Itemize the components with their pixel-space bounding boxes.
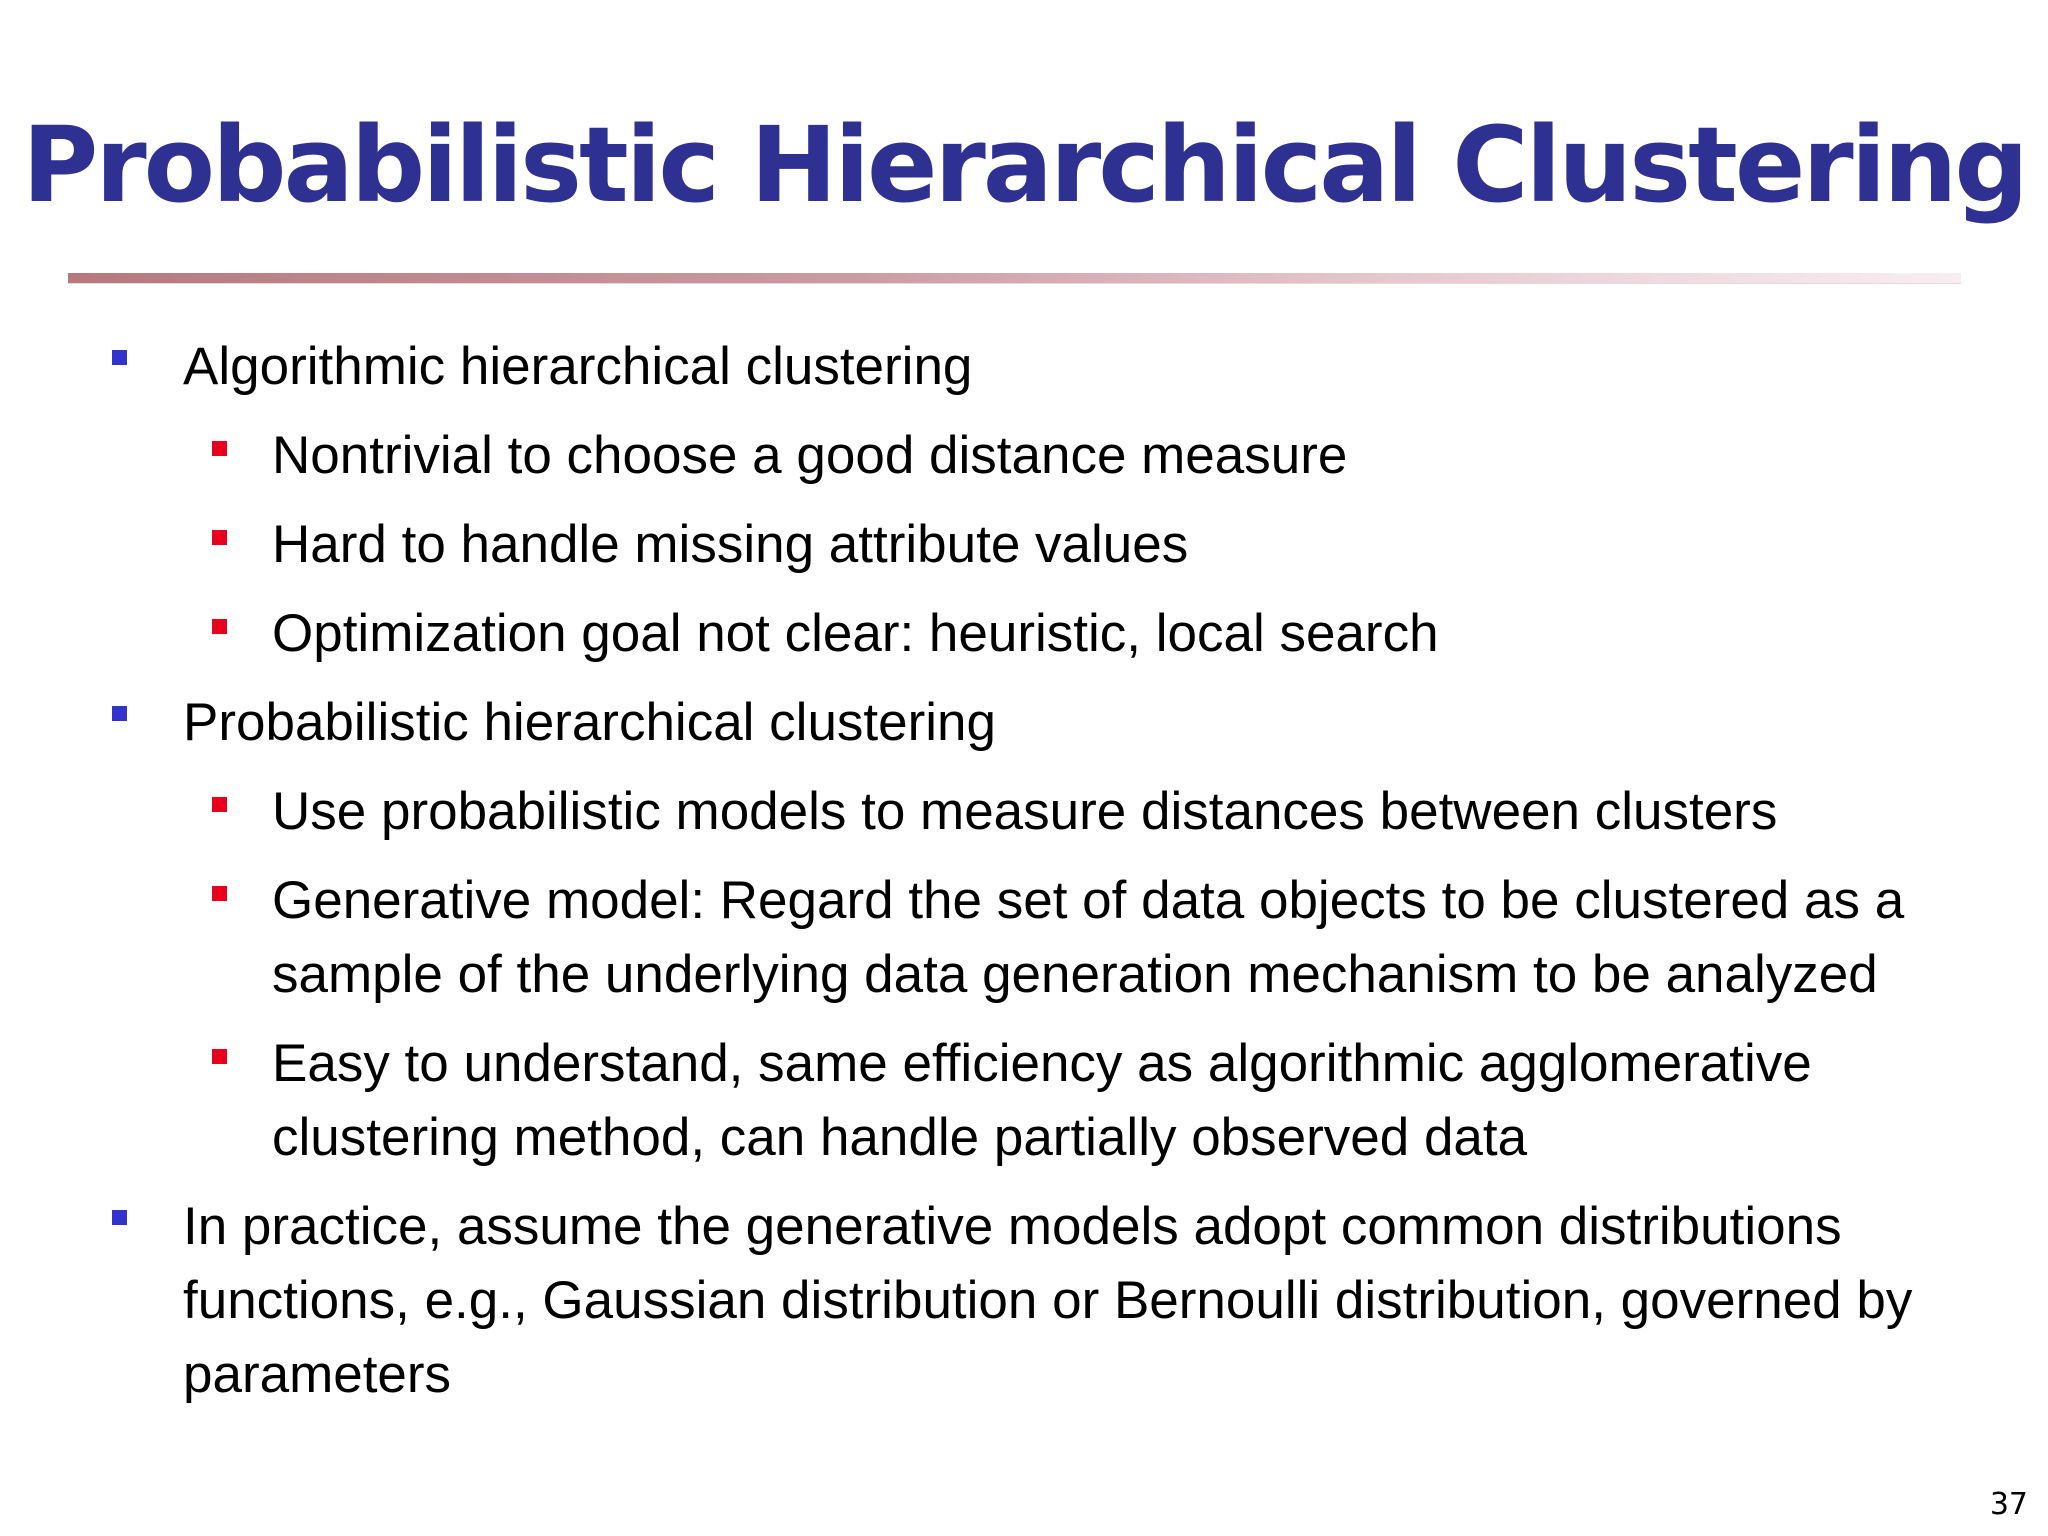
sub-bullet-item (0, 508, 1978, 582)
sub-bullet-text: Easy to understand, same efficiency as algorithmic agglomerative clustering method, can handle partially observed data (272, 1034, 1812, 1167)
sub-bullet-text: Optimization goal not clear: heuristic, local search (272, 604, 1439, 663)
square-bullet-icon (112, 1210, 127, 1225)
sub-bullet-item (0, 597, 1978, 671)
bullet-text: In practice, assume the generative models adopt common distributions functions, e.g., Gaussian distribution or Bernoulli distribution, governed by parameters (183, 1197, 1913, 1404)
slide-title: Probabilistic Hierarchical Clustering (22, 104, 2026, 226)
sub-bullet-text: Hard to handle missing attribute values (272, 515, 1189, 574)
square-bullet-icon (212, 797, 227, 812)
square-bullet-icon (212, 530, 227, 545)
sub-bullet-item (0, 775, 1978, 849)
square-bullet-icon (112, 350, 127, 365)
sub-bullet-item (0, 419, 1978, 493)
sub-bullet-text: Nontrivial to choose a good distance measure (272, 426, 1348, 485)
sub-bullet-text: Generative model: Regard the set of data objects to be clustered as a sample of the underlying data generation mechanism to be analyzed (272, 871, 1905, 1004)
square-bullet-icon (212, 1049, 227, 1064)
square-bullet-icon (212, 619, 227, 634)
bullet-text: Algorithmic hierarchical clustering (183, 337, 973, 396)
bullet-text: Probabilistic hierarchical clustering (183, 693, 997, 752)
sub-bullet-item (0, 1027, 1978, 1175)
title-divider (68, 273, 1961, 284)
bullet-list (0, 330, 2048, 1427)
sub-bullet-text: Use probabilistic models to measure distances between clusters (272, 782, 1778, 841)
bullet-item (0, 330, 1978, 404)
square-bullet-icon (212, 441, 227, 456)
bullet-item (0, 1190, 1978, 1412)
square-bullet-icon (212, 886, 227, 901)
bullet-item (0, 686, 1978, 760)
square-bullet-icon (112, 706, 127, 721)
page-number: 37 (1989, 1487, 2028, 1522)
sub-bullet-item (0, 864, 1978, 1012)
